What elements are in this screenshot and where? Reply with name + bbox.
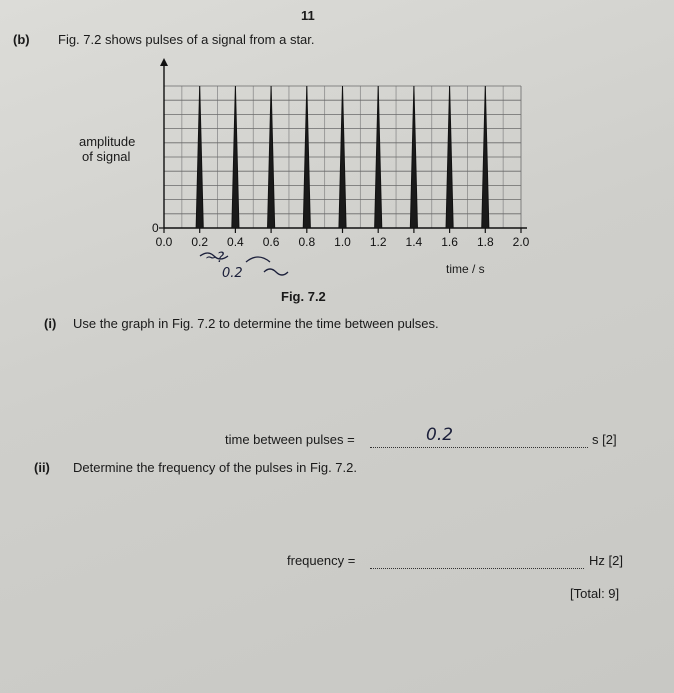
x-tick-label: 2.0 <box>512 235 530 249</box>
x-tick-label: 0.0 <box>155 235 173 249</box>
handwritten-note-2: 0.2 <box>222 266 243 281</box>
answer-ii-label: frequency = <box>287 553 356 568</box>
total-marks: [Total: 9] <box>570 586 620 601</box>
figure-caption: Fig. 7.2 <box>281 289 326 304</box>
x-tick-label: 1.2 <box>369 235 387 249</box>
part-label: (b) <box>13 32 30 47</box>
question-ii-text: Determine the frequency of the pulses in Fig. 7.2. <box>73 460 357 475</box>
part-intro: Fig. 7.2 shows pulses of a signal from a star. <box>58 32 315 47</box>
question-i-number: (i) <box>44 316 57 331</box>
y-axis-arrow <box>160 58 168 66</box>
question-i-text: Use the graph in Fig. 7.2 to determine the time between pulses. <box>73 316 439 331</box>
answer-i-value[interactable]: 0.2 <box>426 425 454 445</box>
answer-i-label: time between pulses = <box>225 432 355 447</box>
handwritten-note-1: ~? <box>205 250 225 266</box>
answer-ii-unit: Hz [2] <box>589 553 623 568</box>
y-axis-label-line2: of signal <box>82 149 131 164</box>
x-tick-label: 0.6 <box>262 235 280 249</box>
answer-ii-line[interactable] <box>370 567 584 569</box>
x-tick-label: 0.4 <box>227 235 244 249</box>
x-tick-label: 1.4 <box>405 235 423 249</box>
x-tick-label: 1.6 <box>441 235 458 249</box>
x-tick-label: 0.2 <box>191 235 209 249</box>
x-tick-label: 0.8 <box>298 235 316 249</box>
answer-i-line[interactable] <box>370 446 588 448</box>
answer-i-unit: s [2] <box>592 432 617 447</box>
page-number: 11 <box>301 8 315 23</box>
handwritten-mark <box>264 269 288 275</box>
x-tick-label: 1.0 <box>334 235 351 249</box>
x-tick-label: 1.8 <box>476 235 494 249</box>
y-axis-label-line1: amplitude <box>79 134 136 149</box>
question-ii-number: (ii) <box>34 460 50 475</box>
y-origin-label: 0 <box>152 221 159 235</box>
x-axis-title: time / s <box>446 262 485 276</box>
handwritten-mark <box>246 257 270 262</box>
